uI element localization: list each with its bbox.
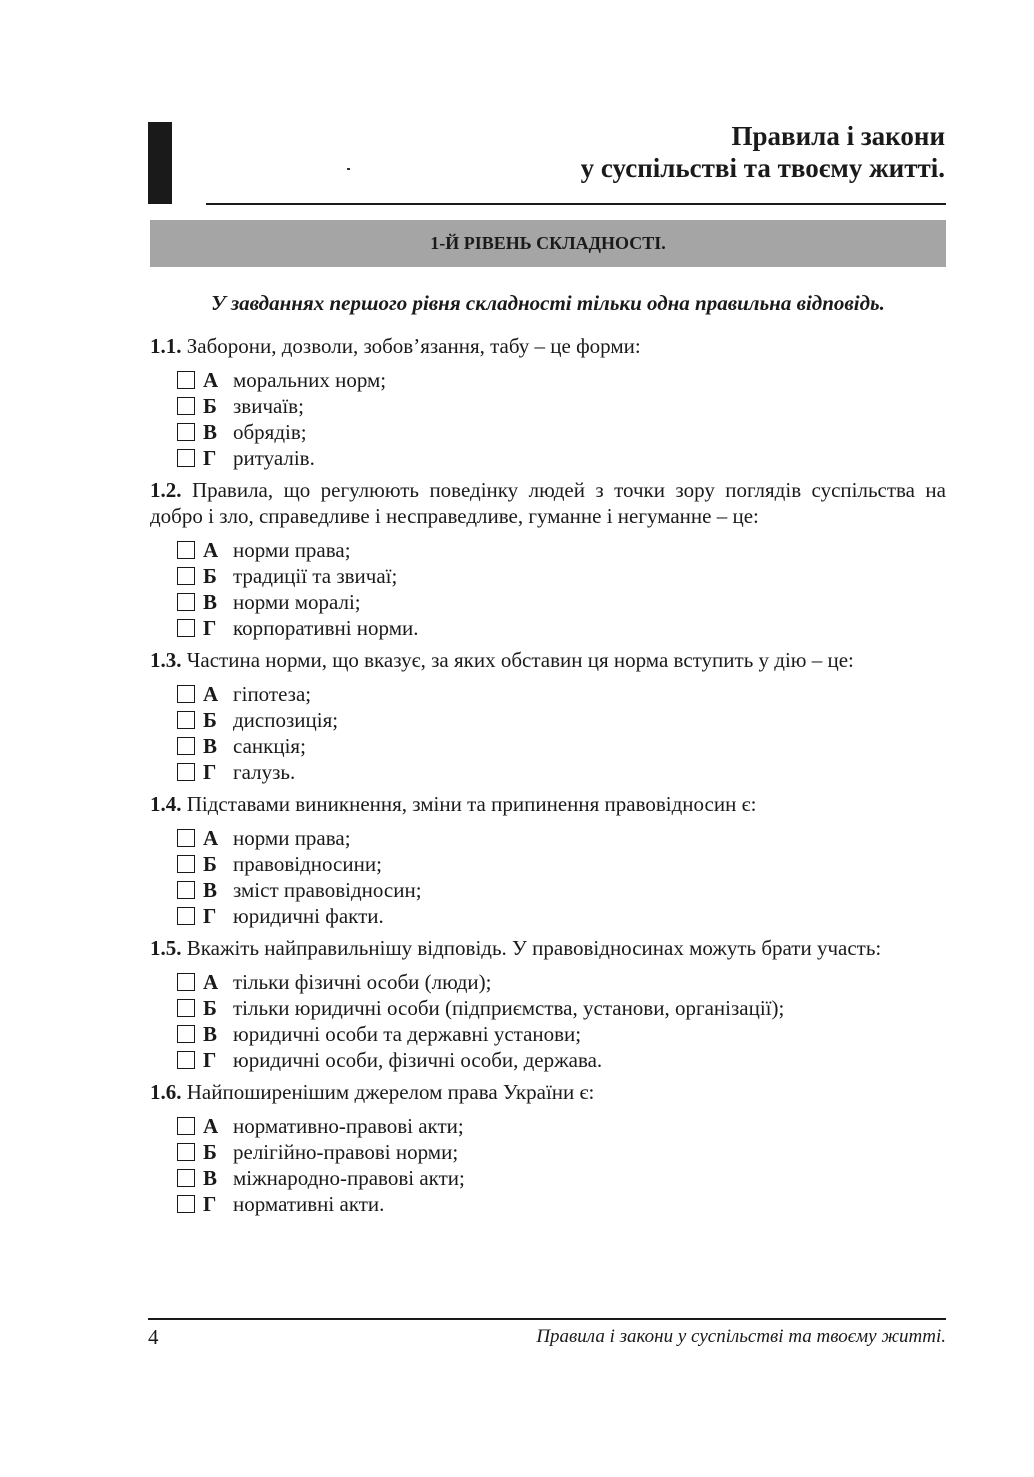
answer-checkbox[interactable] [177, 763, 195, 781]
option-text: релігійно-правові норми; [233, 1140, 459, 1164]
answer-option[interactable] [177, 367, 946, 393]
question [150, 935, 946, 1073]
option-letter: А [203, 826, 219, 850]
page-number: 4 [148, 1325, 159, 1349]
option-letter: В [203, 590, 218, 614]
question-body: Частина норми, що вказує, за яких обставин ця норма вступить у дію – це: [186, 648, 854, 672]
question [150, 1079, 946, 1217]
answer-option[interactable] [177, 877, 946, 903]
option-letter: В [203, 1022, 218, 1046]
answer-option[interactable] [177, 1047, 946, 1073]
option-text: моральних норм; [233, 368, 387, 392]
answer-options [177, 1113, 946, 1217]
answer-checkbox[interactable] [177, 541, 195, 559]
answer-option[interactable] [177, 733, 946, 759]
answer-checkbox[interactable] [177, 567, 195, 585]
question-body: Підставами виникнення, зміни та припинення правовідносин є: [186, 792, 757, 816]
option-text: міжнародно-правові акти; [233, 1166, 465, 1190]
answer-options [177, 367, 946, 471]
page-title-line-1: Правила і закони [731, 121, 945, 151]
answer-option[interactable] [177, 537, 946, 563]
answer-checkbox[interactable] [177, 737, 195, 755]
answer-checkbox[interactable] [177, 619, 195, 637]
answer-checkbox[interactable] [177, 371, 195, 389]
question-body: Заборони, дозволи, зобов’язання, табу – це форми: [186, 334, 641, 358]
answer-checkbox[interactable] [177, 711, 195, 729]
option-letter: А [203, 970, 219, 994]
page-title-line-2: у суспільстві та твоєму житті. [580, 153, 945, 183]
option-letter: Г [203, 616, 217, 640]
option-text: звичаїв; [233, 394, 304, 418]
option-letter: А [203, 538, 219, 562]
option-letter: В [203, 1166, 218, 1190]
question-text [150, 647, 946, 673]
answer-option[interactable] [177, 825, 946, 851]
answer-option[interactable] [177, 1165, 946, 1191]
answer-option[interactable] [177, 1139, 946, 1165]
answer-checkbox[interactable] [177, 449, 195, 467]
option-letter: Б [203, 1140, 217, 1164]
running-title: Правила і закони у суспільстві та твоєму житті. [536, 1326, 946, 1347]
option-letter: А [203, 368, 219, 392]
answer-checkbox[interactable] [177, 855, 195, 873]
answer-option[interactable] [177, 851, 946, 877]
question-list [150, 333, 946, 1223]
question-text [150, 333, 946, 359]
answer-checkbox[interactable] [177, 593, 195, 611]
option-text: тільки юридичні особи (підприємства, установи, організації); [233, 996, 785, 1020]
question-number: 1.1. [150, 334, 182, 358]
answer-option[interactable] [177, 707, 946, 733]
answer-checkbox[interactable] [177, 1051, 195, 1069]
page-title [581, 120, 945, 184]
option-text: юридичні особи та державні установи; [233, 1022, 582, 1046]
option-letter: Г [203, 1192, 217, 1216]
question [150, 647, 946, 785]
answer-options [177, 681, 946, 785]
answer-checkbox[interactable] [177, 423, 195, 441]
question-body: Найпоширенішим джерелом права України є: [186, 1080, 595, 1104]
option-letter: Г [203, 446, 217, 470]
option-text: тільки фізичні особи (люди); [233, 970, 492, 994]
question-text [150, 477, 946, 529]
answer-options [177, 825, 946, 929]
answer-checkbox[interactable] [177, 973, 195, 991]
answer-option[interactable] [177, 759, 946, 785]
option-letter: Б [203, 996, 217, 1020]
answer-checkbox[interactable] [177, 1195, 195, 1213]
option-text: норми права; [233, 826, 351, 850]
question-number: 1.3. [150, 648, 182, 672]
level-banner: 1-Й РІВЕНЬ СКЛАДНОСТІ. [150, 220, 946, 267]
question-text [150, 1079, 946, 1105]
option-letter: Г [203, 760, 217, 784]
answer-checkbox[interactable] [177, 907, 195, 925]
option-letter: А [203, 1114, 219, 1138]
answer-option[interactable] [177, 445, 946, 471]
answer-checkbox[interactable] [177, 1117, 195, 1135]
answer-option[interactable] [177, 393, 946, 419]
option-letter: Б [203, 564, 217, 588]
answer-option[interactable] [177, 589, 946, 615]
chapter-marker-bar [148, 122, 172, 204]
option-letter: Б [203, 852, 217, 876]
question [150, 477, 946, 641]
answer-checkbox[interactable] [177, 999, 195, 1017]
option-text: нормативно-правові акти; [233, 1114, 464, 1138]
option-text: традиції та звичаї; [233, 564, 398, 588]
question-number: 1.4. [150, 792, 182, 816]
question-text [150, 791, 946, 817]
answer-option[interactable] [177, 969, 946, 995]
option-text: санкція; [233, 734, 306, 758]
option-text: юридичні факти. [233, 904, 384, 928]
answer-checkbox[interactable] [177, 829, 195, 847]
answer-checkbox[interactable] [177, 1025, 195, 1043]
answer-option[interactable] [177, 1021, 946, 1047]
answer-options [177, 537, 946, 641]
answer-option[interactable] [177, 615, 946, 641]
option-text: норми моралі; [233, 590, 361, 614]
option-text: диспозиція; [233, 708, 339, 732]
option-text: галузь. [233, 760, 296, 784]
answer-option[interactable] [177, 903, 946, 929]
option-letter: В [203, 878, 218, 902]
answer-options [177, 969, 946, 1073]
answer-option[interactable] [177, 419, 946, 445]
option-text: ритуалів. [233, 446, 315, 470]
option-text: нормативні акти. [233, 1192, 385, 1216]
answer-checkbox[interactable] [177, 397, 195, 415]
option-text: юридичні особи, фізичні особи, держава. [233, 1048, 603, 1072]
option-letter: Г [203, 904, 217, 928]
answer-option[interactable] [177, 995, 946, 1021]
option-text: зміст правовідносин; [233, 878, 422, 902]
question-number: 1.6. [150, 1080, 182, 1104]
option-letter: Б [203, 394, 217, 418]
option-text: корпоративні норми. [233, 616, 419, 640]
answer-option[interactable] [177, 563, 946, 589]
answer-option[interactable] [177, 1113, 946, 1139]
question-body: Правила, що регулюють поведінку людей з точки зору поглядів суспільства на добро і зло, справедливе і несправедливе, гуманне і негуманне – це: [150, 478, 946, 528]
question [150, 333, 946, 471]
answer-option[interactable] [177, 681, 946, 707]
answer-checkbox[interactable] [177, 881, 195, 899]
option-letter: Б [203, 708, 217, 732]
instruction-text: У завданнях першого рівня складності тільки одна правильна відповідь. [211, 291, 885, 315]
option-text: гіпотеза; [233, 682, 312, 706]
answer-option[interactable] [177, 1191, 946, 1217]
option-text: правовідносини; [233, 852, 382, 876]
answer-checkbox[interactable] [177, 1143, 195, 1161]
option-letter: Г [203, 1048, 217, 1072]
question [150, 791, 946, 929]
question-text [150, 935, 946, 961]
question-body: Вкажіть найправильнішу відповідь. У правовідносинах можуть брати участь: [186, 936, 882, 960]
option-text: норми права; [233, 538, 351, 562]
question-number: 1.2. [150, 478, 182, 502]
print-dot-mark [347, 168, 350, 170]
option-letter: В [203, 420, 218, 444]
title-divider [206, 203, 946, 205]
footer-divider [148, 1318, 946, 1320]
option-text: обрядів; [233, 420, 307, 444]
answer-checkbox[interactable] [177, 685, 195, 703]
question-number: 1.5. [150, 936, 182, 960]
option-letter: А [203, 682, 219, 706]
answer-checkbox[interactable] [177, 1169, 195, 1187]
option-letter: В [203, 734, 218, 758]
